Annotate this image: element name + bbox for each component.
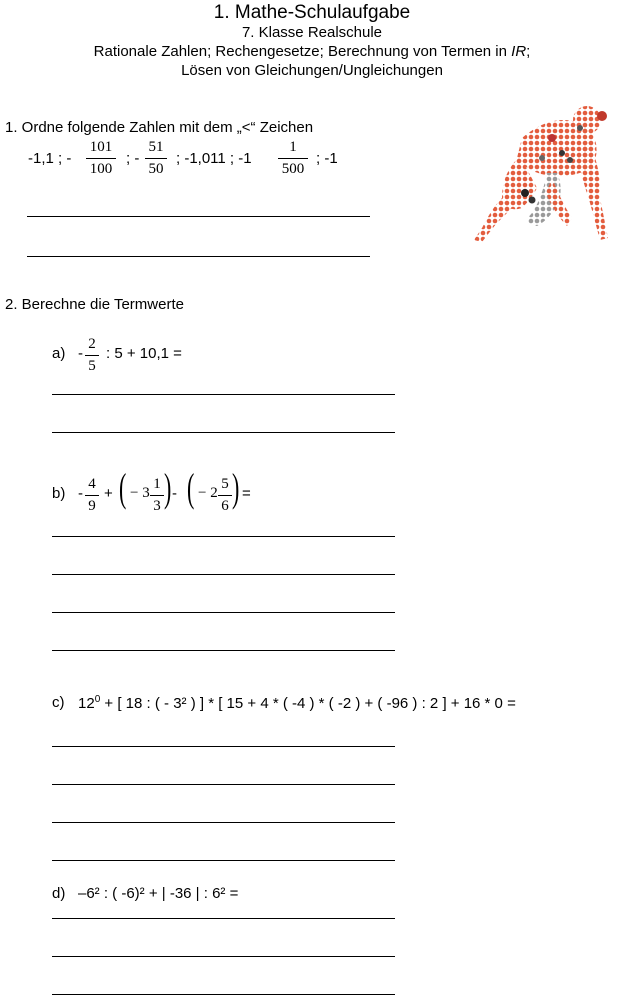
fraction-bar [145,158,167,159]
task2b-sign: - [78,485,83,502]
fraction-numerator: 1 [153,476,161,492]
fraction-bar [218,495,232,496]
answer-line [52,612,395,613]
fraction-denominator: 5 [88,358,96,374]
task2a-expression: : 5 + 10,1 = [106,345,182,362]
answer-line [27,256,370,257]
task2d-expression: –6² : ( -6)² + | -36 | : 6² = [78,885,239,902]
task1-separator: ; - [126,150,140,167]
task2b-equals: = [242,485,251,502]
runner-illustration [462,98,622,248]
task2d-label: d) [52,885,66,902]
fraction-numerator: 1 [289,139,297,155]
task2b-plus: + [104,485,113,502]
close-paren: ) [231,465,240,510]
topics-end: ; [526,43,531,60]
answer-line [27,216,370,217]
fraction-numerator: 4 [88,476,96,492]
answer-line [52,956,395,957]
task2a-fraction [85,337,99,374]
answer-line [52,860,395,861]
fraction-bar [278,158,308,159]
task2b-fraction-2 [150,477,164,514]
fraction-bar [150,495,164,496]
task2b-label: b) [52,485,66,502]
fraction-bar [85,495,99,496]
answer-line [52,784,395,785]
task2c-base: 12 [78,695,95,712]
task1-fraction-1 [86,140,116,177]
class-subtitle: 7. Klasse Realschule [241,24,383,41]
open-paren: ( [186,465,195,510]
fraction-denominator: 6 [221,498,229,514]
topics-line-1 [0,43,624,60]
fraction-denominator: 50 [148,161,164,177]
task2-heading: 2. Berechne die Termwerte [5,296,184,313]
answer-line [52,536,395,537]
task2b-fraction-3 [218,477,232,514]
fraction-numerator: 51 [148,139,164,155]
answer-line [52,574,395,575]
close-paren: ) [163,465,172,510]
task2a-label: a) [52,345,66,362]
task1-fraction-3 [278,140,308,177]
task2c-exponent: 0 [94,694,101,705]
fraction-denominator: 100 [89,161,113,177]
task2c-label: c) [52,694,65,711]
task1-heading: 1. Ordne folgende Zahlen mit dem „<“ Zeichen [5,119,314,136]
task1-number-3: ; -1,011 ; -1 [176,150,252,167]
task1-fraction-2 [145,140,167,177]
answer-line [52,650,395,651]
answer-line [52,822,395,823]
task2b-fraction-1 [85,477,99,514]
answer-line [52,432,395,433]
task2a-sign: - [78,345,83,362]
fraction-denominator: 9 [88,498,96,514]
task2b-whole-1: − 3 [130,485,150,501]
fraction-numerator: 2 [88,336,96,352]
task1-number-1: -1,1 ; - [28,150,72,167]
answer-line [52,394,395,395]
answer-line [52,918,395,919]
fraction-numerator: 5 [221,476,229,492]
topics-text: Rationale Zahlen; Rechengesetze; Berechnung von Termen in [93,43,512,60]
task2c-rest: + [ 18 : ( - 3² ) ] * [ 15 + 4 * ( -4 ) * ( -2 ) + ( -96 ) : 2 ] + 16 * 0 = [100,695,516,712]
answer-line [52,746,395,747]
task2b-whole-2: − 2 [198,485,218,501]
page-title: 1. Mathe-Schulaufgabe [213,2,411,23]
fraction-numerator: 101 [89,139,113,155]
topics-set-symbol: IR [511,43,527,60]
fraction-denominator: 500 [281,161,305,177]
answer-line [52,994,395,995]
task2c-expression [78,694,516,712]
fraction-bar [85,355,99,356]
fraction-denominator: 3 [153,498,161,514]
fraction-bar [86,158,116,159]
task2b-minus: - [172,485,177,502]
topics-line-2: Lösen von Gleichungen/Ungleichungen [181,62,443,79]
task1-number-4: ; -1 [316,150,338,167]
open-paren: ( [118,465,127,510]
